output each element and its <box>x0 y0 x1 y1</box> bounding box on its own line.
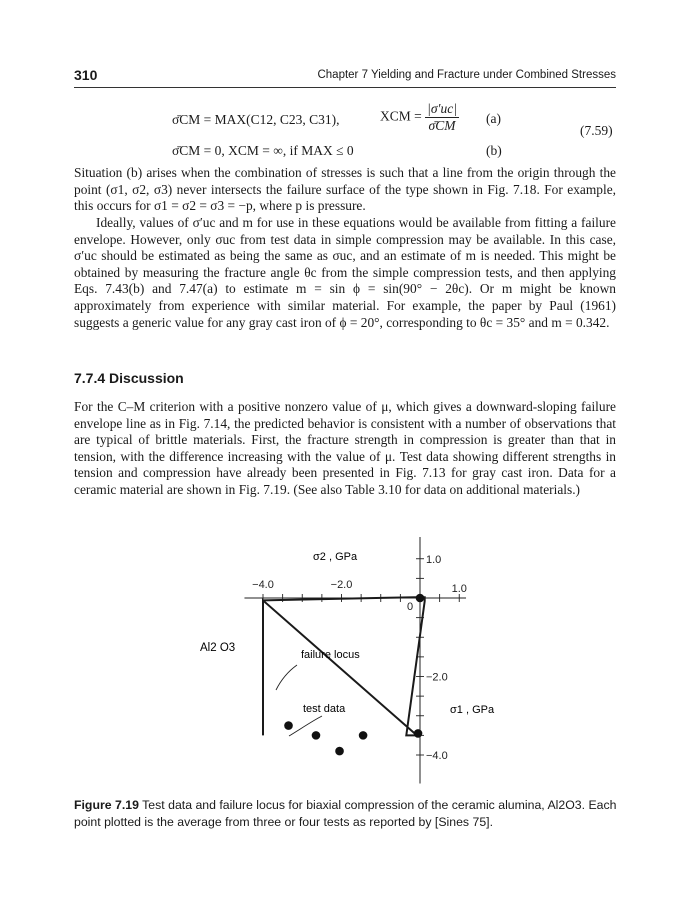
paragraph-discussion: For the C–M criterion with a positive nonzero value of μ, which gives a downward-sloping failure envelope line as in Fig. 7.14, the predicted behavior is consistent with a number of observations that are typical of brittle materials. First, the fracture strength in compression is greater than that in tension, with the difference increasing with the value of μ. Test data showing different strengths in tension and compression have already been presented in Fig. 7.13 for gray cast iron. Data for a ceramic material are shown in Fig. 7.19. (See also Table 3.10 for data on additional materials.) <box>74 399 616 497</box>
test-data-point <box>414 729 423 738</box>
material-label: Al2 O3 <box>200 642 236 654</box>
equation-xcm-label: XCM = <box>380 108 422 124</box>
test-data-point <box>284 721 293 730</box>
x-tick-label: 1.0 <box>451 583 467 595</box>
caption-label: Figure 7.19 <box>74 798 139 812</box>
section-heading: 7.7.4 Discussion <box>74 370 184 386</box>
failure-locus-label: failure locus <box>301 649 360 661</box>
equation-denominator: σ̄CM <box>428 118 456 133</box>
equation-a-left: σ̄CM = MAX(C12, C23, C31), <box>172 112 340 127</box>
y-tick-label: −4.0 <box>426 750 448 762</box>
equation-numerator: |σ′uc| <box>427 101 457 116</box>
y-tick-label: 1.0 <box>426 553 442 566</box>
equation-tag-a: (a) <box>486 111 501 126</box>
test-data-point <box>416 594 425 603</box>
x-tick-label: 0 <box>406 601 414 613</box>
caption-text: Test data and failure locus for biaxial compression of the ceramic alumina, Al2O3. Each point plotted is the average from three or four tests as reported by [Sines 75]. <box>74 798 617 829</box>
equation-tag-b: (b) <box>486 143 502 158</box>
x-tick-label: −2.0 <box>330 579 353 591</box>
x-axis-label: σ1 , GPa <box>450 704 495 716</box>
failure-locus-leader <box>276 665 297 690</box>
equation-number: (7.59) <box>580 123 613 138</box>
paragraph-situation-b: Situation (b) arises when the combination of stresses is such that a line from the origin through the point (σ1, σ2, σ3) never intersects the failure surface of the type shown in Fig. 7.18. For example, this occurs for σ1 = σ2 = σ3 = −p, where p is pressure. <box>74 165 616 214</box>
equation-line-b: σ̄CM = 0, XCM = ∞, if MAX ≤ 0 <box>172 143 354 158</box>
page-number: 310 <box>74 67 98 83</box>
test-data-point <box>312 731 321 740</box>
x-tick-label: −4.0 <box>252 579 274 591</box>
y-tick-label: −2.0 <box>426 671 448 684</box>
test-data-group <box>284 594 424 756</box>
figure-caption <box>74 797 619 831</box>
test-data-label: test data <box>303 703 346 715</box>
test-data-point <box>335 747 344 756</box>
running-head: Chapter 7 Yielding and Fracture under Combined Stresses <box>317 69 616 81</box>
test-data-point <box>359 731 368 740</box>
paragraph-ideally: Ideally, values of σ′uc and m for use in these equations would be available from fitting a failure envelope. However, only σuc from test data in simple compression may be available. In this case, σ′uc should be estimated as being the same as σuc, and an estimate of m is needed. This might be obtained by measuring the fracture angle θc from the simple compression tests, and then applying Eqs. 7.43(b) and 7.47(a) to estimate m = sin ϕ = sin(90° − 2θc). Or m might be known approximately from experience with similar material. For example, the paper by Paul (1961) suggests a generic value for any gray cast iron of ϕ = 20°, corresponding to θc = 35° and m = 0.342. <box>74 215 616 330</box>
y-axis-label: σ2 , GPa <box>313 551 358 563</box>
